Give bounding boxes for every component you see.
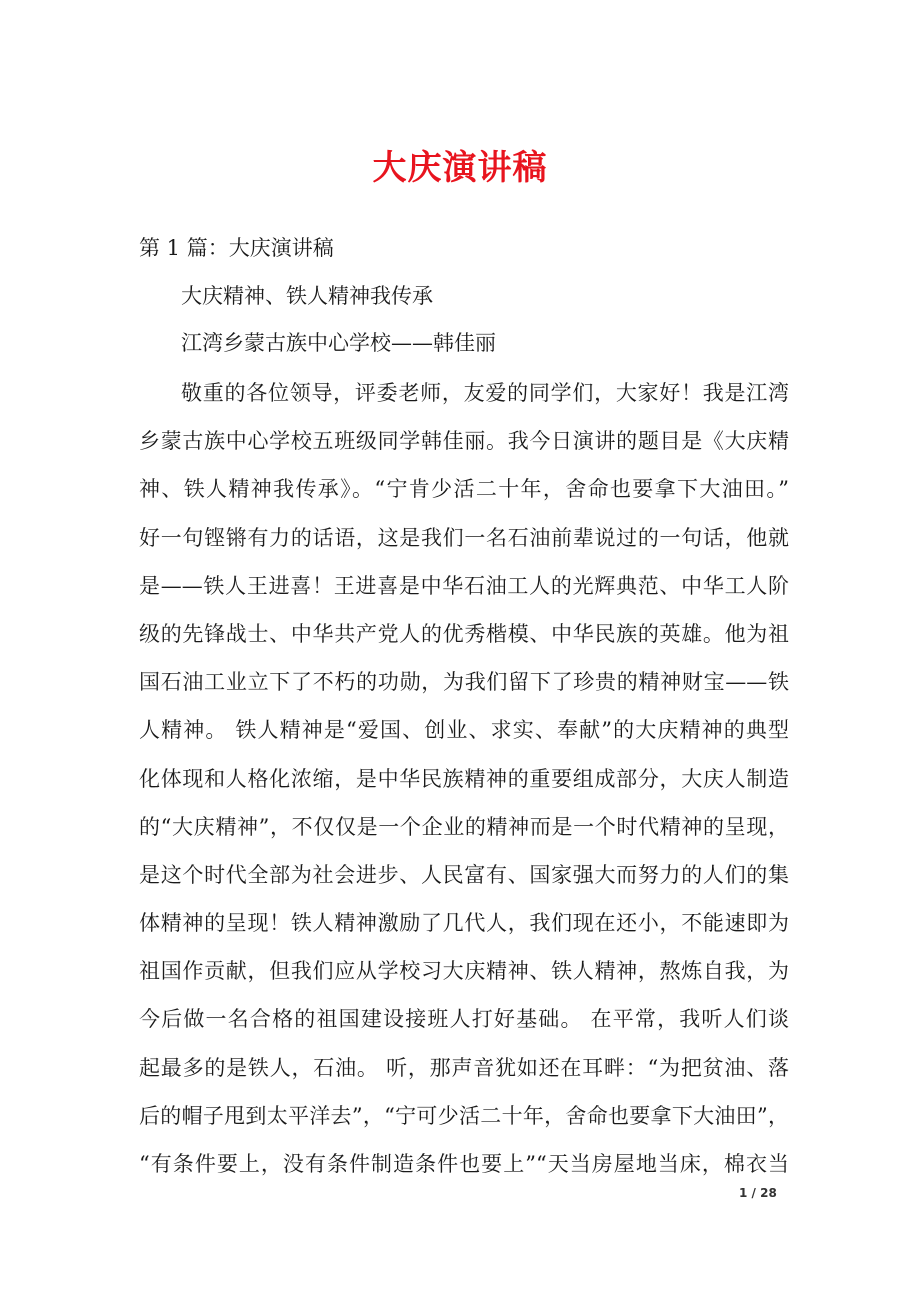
author-line: 江湾乡蒙古族中心学校——韩佳丽 xyxy=(181,331,496,355)
speech-subtitle: 大庆精神、铁人精神我传承 xyxy=(181,284,433,308)
body-line: 级的先锋战士、中华共产党人的优秀楷模、中华民族的英雄。他为祖 xyxy=(139,621,789,646)
body-line: 是——铁人王进喜！王进喜是中华石油工人的光辉典范、中华工人阶 xyxy=(139,573,789,598)
body-paragraph xyxy=(139,369,789,1188)
body-line: 今后做一名合格的祖国建设接班人打好基础。 在平常，我听人们谈 xyxy=(139,1007,789,1032)
body-line: 乡蒙古族中心学校五班级同学韩佳丽。我今日演讲的题目是《大庆精 xyxy=(139,429,789,454)
body-line: 好一句铿锵有力的话语，这是我们一名石油前辈说过的一句话，他就 xyxy=(139,525,789,550)
body-line: 人精神。 铁人精神是“爱国、创业、求实、奉献”的大庆精神的典型 xyxy=(139,718,789,743)
page-number: 1 / 28 xyxy=(739,1186,777,1200)
body-line: 神、铁人精神我传承》。“宁肯少活二十年，舍命也要拿下大油田。” xyxy=(139,477,789,502)
body-line: 是这个时代全部为社会进步、人民富有、国家强大而努力的人们的集 xyxy=(139,862,789,887)
document-title: 大庆演讲稿 xyxy=(372,148,548,188)
body-line: 的“大庆精神”，不仅仅是一个企业的精神而是一个时代精神的呈现， xyxy=(139,814,789,839)
chapter-heading: 第 1 篇：大庆演讲稿 xyxy=(139,236,334,260)
body-line: 祖国作贡献，但我们应从学校习大庆精神、铁人精神，熬炼自我，为 xyxy=(139,959,789,984)
body-line: 敬重的各位领导，评委老师，友爱的同学们，大家好！我是江湾 xyxy=(181,381,789,405)
body-line: 体精神的呈现！铁人精神激励了几代人，我们现在还小，不能速即为 xyxy=(139,911,789,936)
body-line: 后的帽子甩到太平洋去”，“宁可少活二十年，舍命也要拿下大油田”， xyxy=(139,1103,789,1128)
body-line: 化体现和人格化浓缩，是中华民族精神的重要组成部分，大庆人制造 xyxy=(139,766,789,791)
body-line: “有条件要上，没有条件制造条件也要上”“天当房屋地当床，棉衣当 xyxy=(139,1152,789,1176)
body-line: 起最多的是铁人，石油。 听，那声音犹如还在耳畔：“为把贫油、落 xyxy=(139,1055,789,1080)
body-line: 国石油工业立下了不朽的功勋，为我们留下了珍贵的精神财宝——铁 xyxy=(139,670,789,695)
